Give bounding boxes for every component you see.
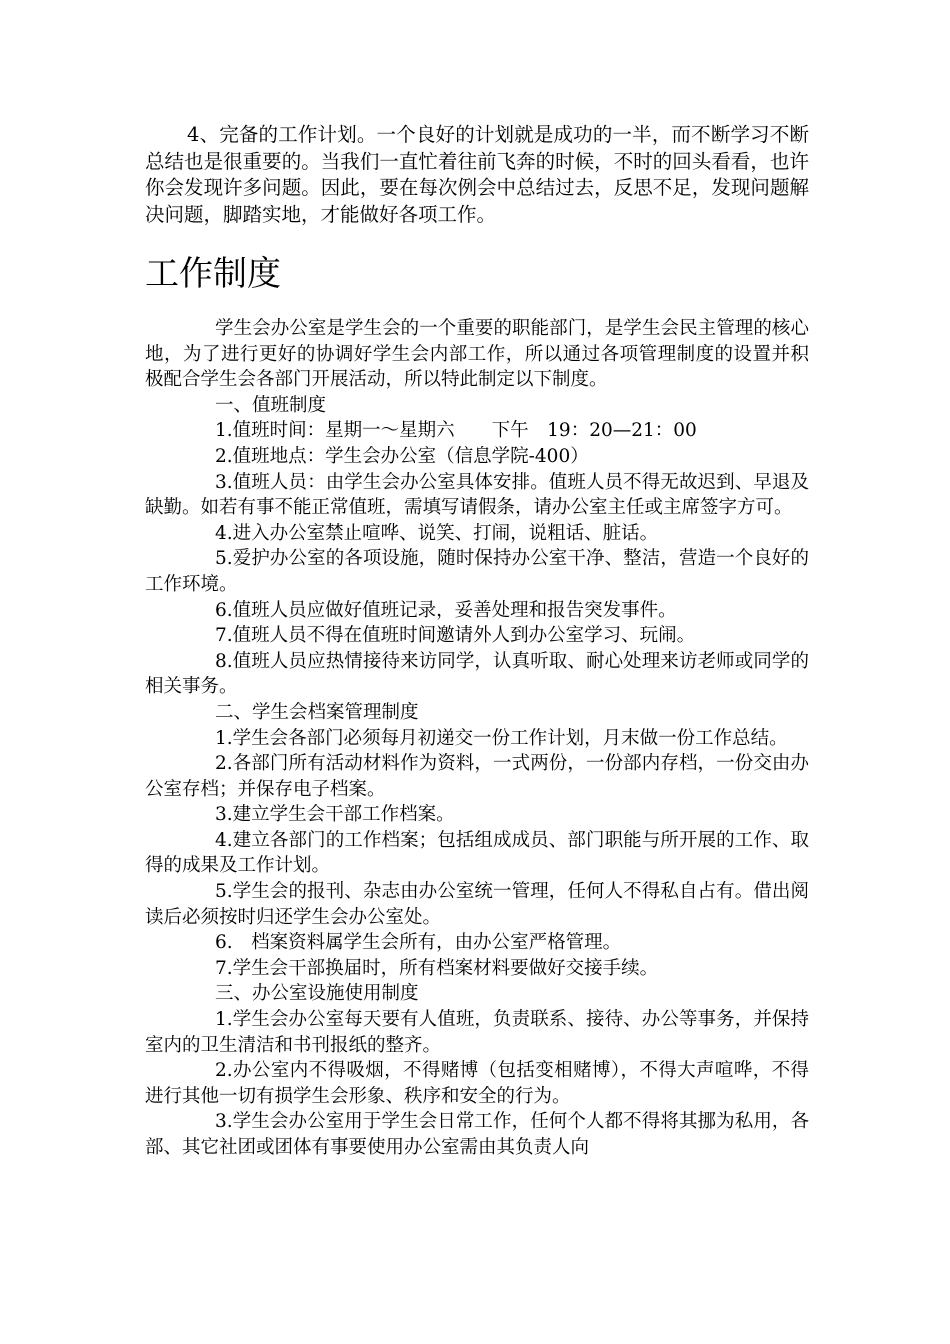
facility-item-1: 1.学生会办公室每天要有人值班，负责联系、接待、办公等事务，并保持室内的卫生清洁和书刊报纸的整齐。: [145, 1009, 809, 1056]
archive-item-7: 7.学生会干部换届时，所有档案材料要做好交接手续。: [215, 957, 659, 979]
subheading-duty-system: 一、值班制度: [215, 394, 327, 416]
duty-item-8: 8.值班人员应热情接待来访同学，认真听取、耐心处理来访老师或同学的相关事务。: [145, 650, 809, 698]
section-title: 工作制度: [145, 254, 281, 294]
document-page: [145, 122, 809, 1161]
duty-item-1: 1.值班时间：星期一～星期六 下午 19：20—21：00: [215, 420, 697, 442]
archive-item-4: 4.建立各部门的工作档案；包括组成成员、部门职能与所开展的工作、取得的成果及工作计划。: [145, 829, 809, 877]
archive-item-5: 5.学生会的报刊、杂志由办公室统一管理，任何人不得私自占有。借出阅读后必须按时归还学生会办公室处。: [145, 881, 809, 928]
facility-item-2: 2.办公室内不得吸烟，不得赌博（包括变相赌博），不得大声喧哗，不得进行其他一切有损学生会形象、秩序和安全的行为。: [145, 1060, 809, 1107]
intro-paragraph: 4、完备的工作计划。一个良好的计划就是成功的一半，而不断学习不断总结也是很重要的。当我们一直忙着往前飞奔的时候，不时的回头看看，也许你会发现许多问题。因此，要在每次例会中总结过去，反思不足，发现问题解决问题，脚踏实地，才能做好各项工作。: [145, 123, 809, 226]
archive-item-3: 3.建立学生会干部工作档案。: [215, 804, 455, 826]
section-body: [145, 316, 809, 1161]
archive-item-6: 6. 档案资料属学生会所有，由办公室严格管理。: [215, 932, 622, 954]
archive-item-1: 1.学生会各部门必须每月初递交一份工作计划，月末做一份工作总结。: [215, 727, 788, 749]
duty-item-3: 3.值班人员：由学生会办公室具体安排。值班人员不得无故迟到、早退及缺勤。如若有事不能正常值班，需填写请假条，请办公室主任或主席签字方可。: [145, 471, 809, 519]
duty-item-2: 2.值班地点：学生会办公室（信息学院-400）: [215, 445, 589, 467]
facility-item-3: 3.学生会办公室用于学生会日常工作，任何个人都不得将其挪为私用，各部、其它社团或团体有事要使用办公室需由其负责人向: [145, 1111, 809, 1158]
paragraph-intro: 学生会办公室是学生会的一个重要的职能部门，是学生会民主管理的核心地，为了进行更好的协调好学生会内部工作，所以通过各项管理制度的设置并积极配合学生会各部门开展活动，所以特此制定以下制度。: [145, 318, 809, 391]
duty-item-4: 4.进入办公室禁止喧哗、说笑、打闹，说粗话、脏话。: [215, 522, 659, 544]
duty-item-7: 7.值班人员不得在值班时间邀请外人到办公室学习、玩闹。: [215, 625, 696, 647]
archive-item-2: 2.各部门所有活动材料作为资料，一式两份，一份部内存档，一份交由办公室存档；并保存电子档案。: [145, 753, 809, 800]
subheading-facility-system: 三、办公室设施使用制度: [215, 983, 419, 1005]
duty-item-6: 6.值班人员应做好值班记录，妥善处理和报告突发事件。: [215, 599, 677, 621]
duty-item-5: 5.爱护办公室的各项设施，随时保持办公室干净、整洁，营造一个良好的工作环境。: [145, 548, 809, 595]
subheading-archive-system: 二、学生会档案管理制度: [215, 701, 419, 723]
